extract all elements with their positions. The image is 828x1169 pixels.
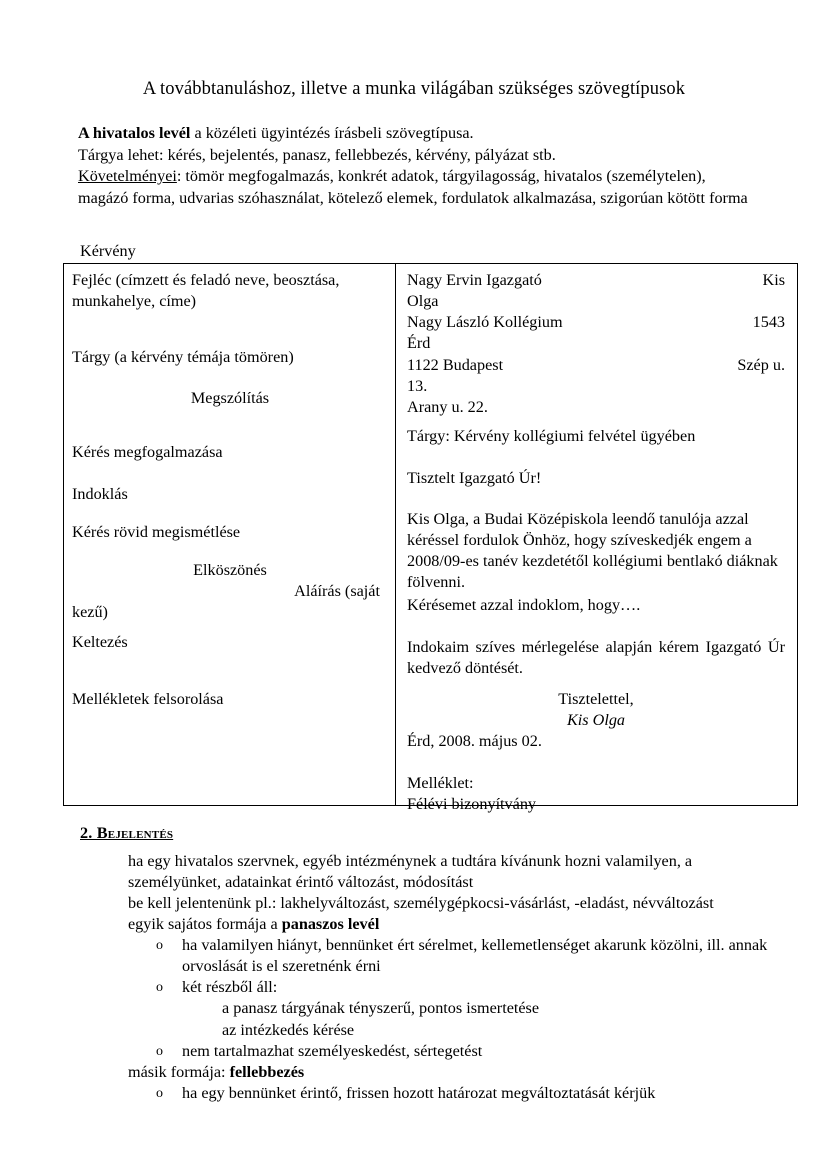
- section2-form-1: [128, 914, 778, 935]
- address-row-3: [407, 355, 785, 376]
- list-item-label: nem tartalmazhat személyeskedést, sértegetést: [182, 1041, 483, 1060]
- left-label-date: Keltezés: [72, 633, 128, 651]
- bullet-o-icon: o: [156, 938, 163, 954]
- sender-name-part2: Olga: [407, 292, 439, 311]
- intro-label-kovetelmenyei: Követelményei: [78, 167, 177, 186]
- left-label-attachments: Mellékletek felsorolása: [72, 690, 224, 708]
- left-label-subject: Tárgy (a kérvény témája tömören): [72, 348, 294, 366]
- recipient-street: Arany u. 22.: [407, 397, 488, 416]
- section-2-heading: 2. Bejelentés: [80, 824, 174, 842]
- left-label-header: Fejléc (címzett és feladó neve, beosztása, munkahelye, címe): [72, 271, 340, 311]
- table-right-column: [396, 264, 797, 813]
- letter-salutation: Tisztelt Igazgató Úr!: [407, 469, 542, 487]
- bullet-o-icon: o: [156, 1043, 163, 1059]
- sub-list-item-1: a panasz tárgyának tényszerű, pontos ismertetése: [222, 999, 540, 1018]
- intro-line-2: Tárgya lehet: kérés, bejelentés, panasz, fellebbezés, kérvény, pályázat stb.: [78, 145, 556, 164]
- sender-zip: 1543: [752, 313, 785, 332]
- address-row-2: [407, 312, 785, 333]
- list-item: [128, 935, 778, 977]
- letter-regards: Tisztelettel,: [558, 690, 634, 708]
- list-item: [128, 977, 778, 998]
- section2-form-2-term: fellebbezés: [229, 1062, 305, 1081]
- recipient-institution: Nagy László Kollégium: [407, 313, 563, 332]
- list-item-label: két részből áll:: [182, 978, 278, 997]
- letter-attachment-value: Félévi bizonyítvány: [407, 795, 537, 813]
- section2-line-2: be kell jelentenünk pl.: lakhelyváltozást, személygépkocsi-vásárlást, -eladást, névváltozást: [128, 894, 714, 913]
- section2-form-2: [128, 1062, 778, 1083]
- intro-line-1: [78, 123, 752, 145]
- address-row-1: [407, 270, 785, 291]
- section-2-content: [128, 851, 778, 1104]
- sender-street-part1: Szép u.: [737, 355, 785, 374]
- left-label-salutation: Megszólítás: [190, 389, 270, 407]
- sender-city: Érd: [407, 334, 431, 353]
- left-label-farewell: Elköszönés: [193, 561, 267, 579]
- intro-line-1-rest: a közéleti ügyintézés írásbeli szövegtípusa.: [190, 124, 474, 142]
- section2-form-1-term: panaszos levél: [281, 915, 380, 934]
- left-label-signature-line1: Aláírás (saját: [294, 582, 380, 600]
- left-label-restate: Kérés rövid megismétlése: [72, 523, 241, 541]
- kervany-structure-table: [63, 263, 798, 813]
- letter-justification-line: Kérésemet azzal indoklom, hogy….: [407, 596, 641, 614]
- table-left-column: [64, 264, 396, 805]
- list-item-label: ha egy bennünket érintő, frissen hozott határozat megváltoztatását kérjük: [182, 1083, 656, 1102]
- left-label-justification: Indoklás: [72, 485, 128, 503]
- letter-address-block: [407, 270, 785, 418]
- intro-line-3: [78, 166, 752, 209]
- sender-name-part1: Kis: [762, 271, 785, 289]
- sender-street-part2: 13.: [407, 376, 428, 395]
- sub-list-item-2: az intézkedés kérése: [222, 1020, 355, 1039]
- section2-form-2-prefix: másik formája:: [128, 1062, 230, 1081]
- left-label-signature: [72, 581, 388, 623]
- bullet-o-icon: o: [156, 1085, 163, 1101]
- letter-subject-line: Tárgy: Kérvény kollégiumi felvétel ügyében: [407, 427, 696, 445]
- left-label-signature-line2: kezű): [72, 603, 108, 622]
- list-item: [128, 1083, 778, 1104]
- list-item: [128, 1041, 778, 1062]
- left-label-request: Kérés megfogalmazása: [72, 443, 223, 461]
- page-title: A továbbtanuláshoz, illetve a munka világában szükséges szövegtípusok: [142, 79, 686, 99]
- list-item-label: ha valamilyen hiányt, bennünket ért sérelmet, kellemetlenséget akarunk közölni, ill. annak orvoslását is el szeretnénk érni: [182, 936, 768, 976]
- recipient-city: 1122 Budapest: [407, 355, 504, 374]
- letter-body-paragraph: Kis Olga, a Budai Középiskola leendő tanulója azzal kéréssel fordulok Önhöz, hogy szíveskedjék engem a 2008/09-es tanév kezdetétől kollégiumi bentlakó diáknak fölvenni.: [407, 510, 778, 592]
- table-caption: Kérvény: [80, 242, 136, 260]
- letter-closing-paragraph: Indokaim szíves mérlegelése alapján kérem Igazgató Úr kedvező döntését.: [407, 638, 785, 678]
- intro-block: [78, 123, 752, 209]
- section2-line-1: ha egy hivatalos szervnek, egyéb intézménynek a tudtára kívánunk hozni valamilyen, a személyünket, adatainkat érintő változást, módosítást: [128, 852, 693, 892]
- intro-line-3-rest: : tömör megfogalmazás, konkrét adatok, tárgyilagosság, hivatalos (személytelen), magázó forma, udvarias szóhasználat, kötelező elemek, fordulatok alkalmazása, szigorúan kötött forma: [78, 167, 748, 207]
- intro-term-hivatalos-level: A hivatalos levél: [78, 124, 191, 142]
- recipient-name: Nagy Ervin Igazgató: [407, 271, 542, 289]
- letter-date-line: Érd, 2008. május 02.: [407, 732, 542, 750]
- letter-attachment-label: Melléklet:: [407, 774, 474, 792]
- section2-form-1-prefix: egyik sajátos formája a: [128, 915, 282, 934]
- letter-signature: Kis Olga: [566, 711, 626, 729]
- bullet-o-icon: o: [156, 980, 163, 996]
